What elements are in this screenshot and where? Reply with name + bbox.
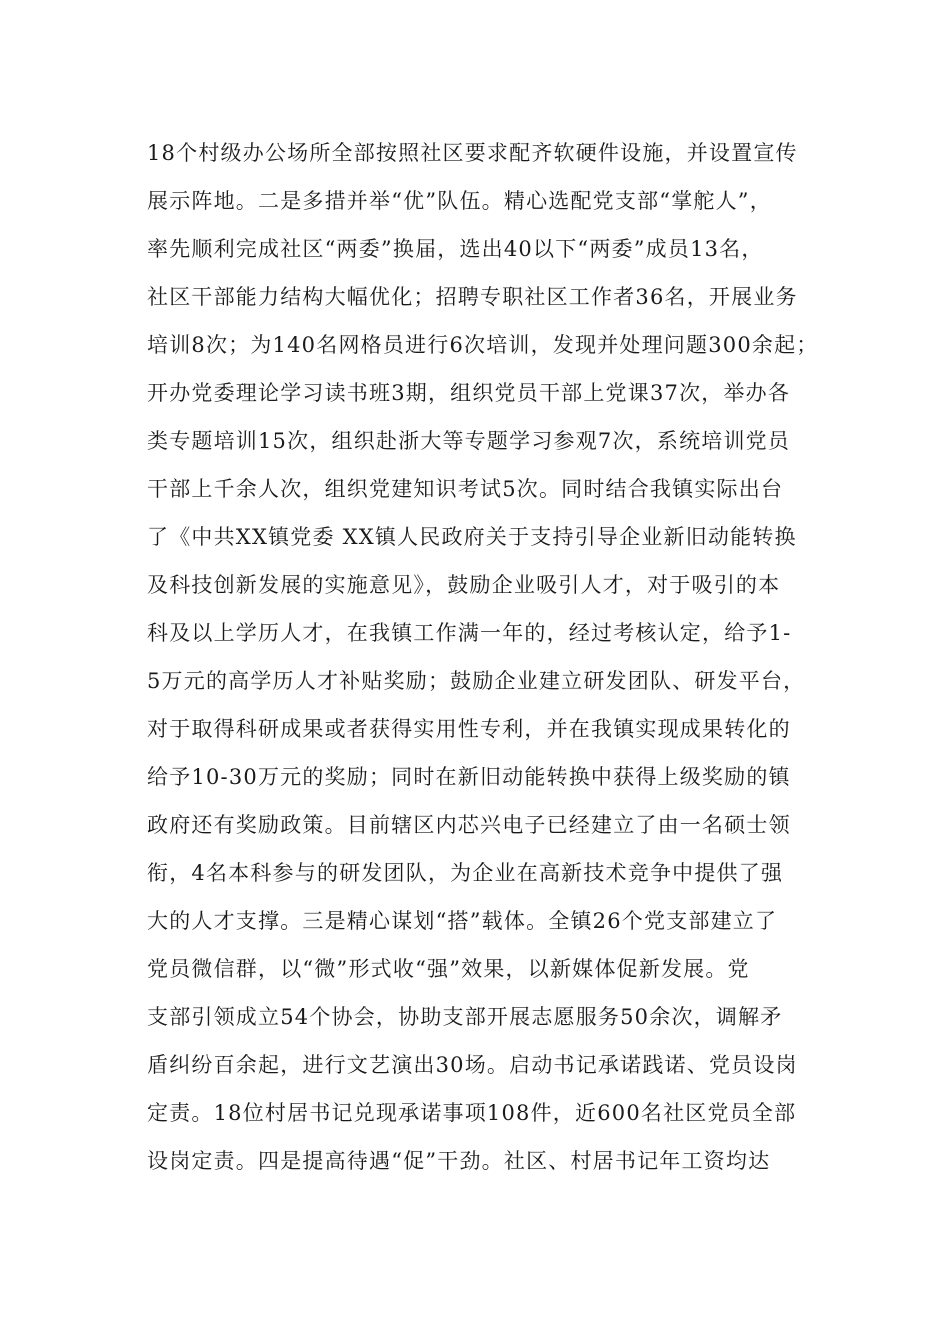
text-line: 5万元的高学历人才补贴奖励；鼓励企业建立研发团队、研发平台，: [147, 669, 806, 693]
text-line: 定责。18位村居书记兑现承诺事项108件，近600名社区党员全部: [147, 1101, 797, 1125]
text-line: 党员微信群，以“微”形式收“强”效果，以新媒体促新发展。党: [147, 957, 750, 981]
text-line: 设岗定责。四是提高待遇“促”干劲。社区、村居书记年工资均达: [147, 1149, 771, 1173]
text-line: 大的人才支撑。三是精心谋划“搭”载体。全镇26个党支部建立了: [147, 909, 778, 933]
text-line: 政府还有奖励政策。目前辖区内芯兴电子已经建立了由一名硕士领: [147, 813, 791, 837]
text-line: 给予10-30万元的奖励；同时在新旧动能转换中获得上级奖励的镇: [147, 765, 791, 789]
text-line: 社区干部能力结构大幅优化；招聘专职社区工作者36名，开展业务: [147, 285, 798, 309]
text-line: 18个村级办公场所全部按照社区要求配齐软硬件设施，并设置宣传: [147, 141, 798, 165]
text-line: 支部引领成立54个协会，协助支部开展志愿服务50余次，调解矛: [147, 1005, 783, 1029]
text-line: 了《中共XX镇党委 XX镇人民政府关于支持引导企业新旧动能转换: [147, 525, 797, 549]
text-line: 展示阵地。二是多措并举“优”队伍。精心选配党支部“掌舵人”，: [147, 189, 772, 213]
text-line: 干部上千余人次，组织党建知识考试5次。同时结合我镇实际出台: [147, 477, 784, 501]
text-line: 盾纠纷百余起，进行文艺演出30场。启动书记承诺践诺、党员设岗: [147, 1053, 798, 1077]
body-text: [147, 129, 819, 1185]
text-line: 科及以上学历人才，在我镇工作满一年的，经过考核认定，给予1-: [147, 621, 792, 645]
text-line: 率先顺利完成社区“两委”换届，选出40以下“两委”成员13名，: [147, 237, 764, 261]
text-line: 对于取得科研成果或者获得实用性专利，并在我镇实现成果转化的: [147, 717, 791, 741]
text-line: 类专题培训15次，组织赴浙大等专题学习参观7次，系统培训党员: [147, 429, 791, 453]
text-line: 开办党委理论学习读书班3期，组织党员干部上党课37次，举办各: [147, 381, 791, 405]
text-line: 衔，4名本科参与的研发团队，为企业在高新技术竞争中提供了强: [147, 861, 784, 885]
text-line: 及科技创新发展的实施意见》，鼓励企业吸引人才，对于吸引的本: [147, 573, 781, 597]
text-line: 培训8次；为140名网格员进行6次培训，发现并处理问题300余起；: [147, 333, 819, 357]
